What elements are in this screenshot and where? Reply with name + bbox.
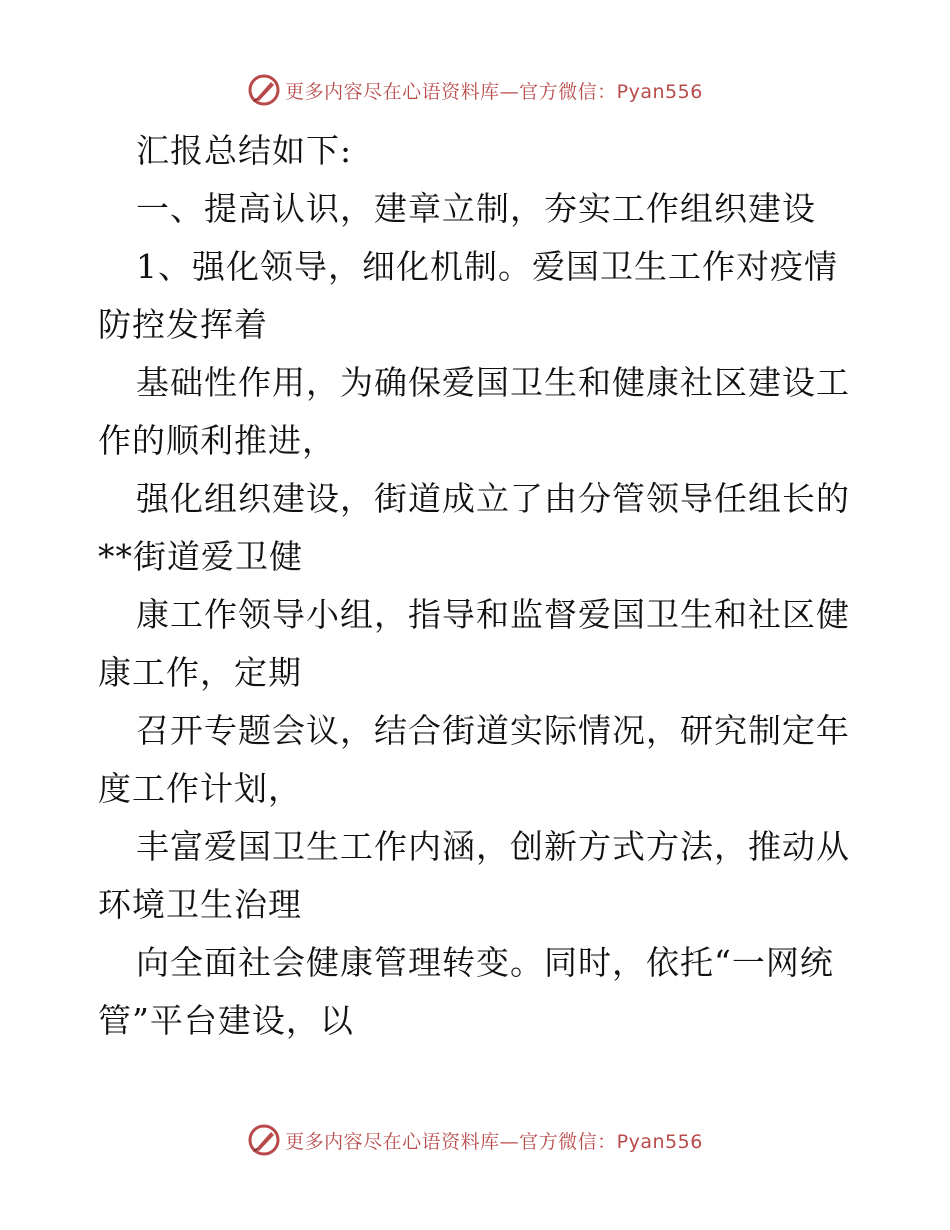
paragraph-line: 度工作计划， bbox=[98, 769, 302, 808]
document-body bbox=[98, 122, 858, 1050]
footer-watermark bbox=[0, 1120, 950, 1160]
paragraph-line: 康工作，定期 bbox=[98, 653, 302, 692]
paragraph-line: 一、提高认识，建章立制，夯实工作组织建设 bbox=[136, 189, 816, 228]
quill-pen-circle-icon bbox=[247, 1123, 281, 1157]
paragraph-line: 作的顺利推进， bbox=[98, 421, 336, 460]
paragraph-line: 召开专题会议，结合街道实际情况，研究制定年 bbox=[136, 711, 850, 750]
paragraph-line: 向全面社会健康管理转变。同时，依托“一网统 bbox=[136, 943, 834, 982]
paragraph-line: 1、强化领导，细化机制。爱国卫生工作对疫情 bbox=[136, 247, 838, 286]
paragraph-line: **街道爱卫健 bbox=[98, 537, 303, 576]
paragraph-line: 汇报总结如下: bbox=[136, 131, 353, 170]
watermark-wechat-id: Pyan556 bbox=[616, 1130, 703, 1153]
paragraph-line: 丰富爱国卫生工作内涵，创新方式方法，推动从 bbox=[136, 827, 850, 866]
paragraph-line: 管”平台建设，以 bbox=[98, 1001, 354, 1040]
paragraph-line: 康工作领导小组，指导和监督爱国卫生和社区健 bbox=[136, 595, 850, 634]
quill-pen-circle-icon bbox=[247, 73, 281, 107]
paragraph-line: 防控发挥着 bbox=[98, 305, 268, 344]
paragraph-line: 强化组织建设，街道成立了由分管领导任组长的 bbox=[136, 479, 850, 518]
header-watermark bbox=[0, 70, 950, 110]
watermark-text: 更多内容尽在心语资料库—官方微信：Pyan556 bbox=[285, 80, 703, 103]
watermark-wechat-id: Pyan556 bbox=[616, 80, 703, 103]
paragraph-line: 环境卫生治理 bbox=[98, 885, 302, 924]
paragraph-line: 基础性作用，为确保爱国卫生和健康社区建设工 bbox=[136, 363, 850, 402]
watermark-text: 更多内容尽在心语资料库—官方微信：Pyan556 bbox=[285, 1130, 703, 1153]
